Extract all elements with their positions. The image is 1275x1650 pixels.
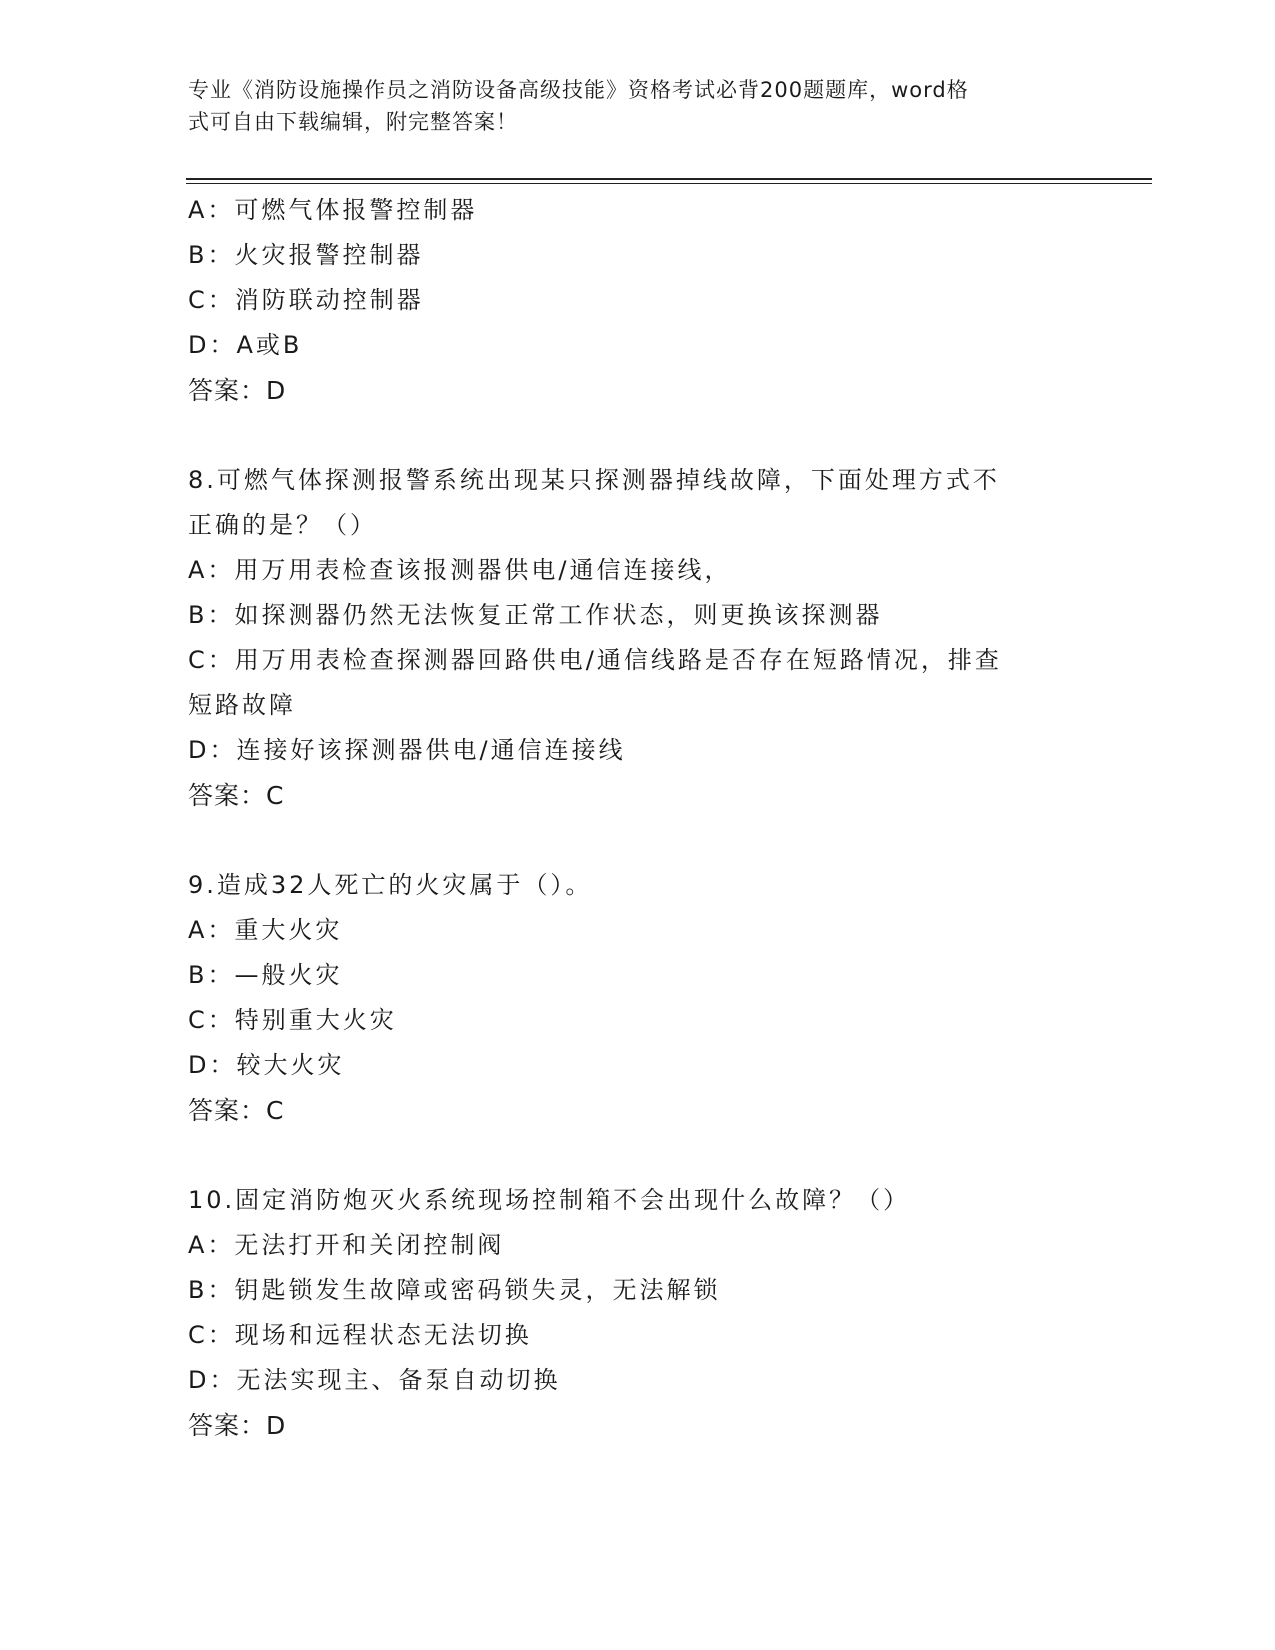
document-header (188, 74, 1068, 138)
option-b: B：钥匙锁发生故障或密码锁失灵，无法解锁 (188, 1276, 721, 1304)
header-line-2: 式可自由下载编辑，附完整答案！ (188, 110, 518, 134)
answer: 答案：C (188, 1096, 285, 1125)
option-d: D：连接好该探测器供电/通信连接线 (188, 736, 626, 764)
header-rule-thin (186, 183, 1152, 184)
question-10 (188, 1178, 1068, 1448)
spacer (188, 818, 1068, 863)
answer: 答案：D (188, 1411, 287, 1440)
option-b: B：如探测器仍然无法恢复正常工作状态，则更换该探测器 (188, 601, 883, 629)
answer: 答案：D (188, 376, 287, 405)
question-7 (188, 188, 1068, 413)
question-8 (188, 458, 1068, 818)
question-list (188, 188, 1068, 1448)
question-9 (188, 863, 1068, 1133)
option-c: C：消防联动控制器 (188, 286, 424, 314)
question-stem-line-1: 8.可燃气体探测报警系统出现某只探测器掉线故障，下面处理方式不 (188, 466, 1000, 494)
option-d: D：A或B (188, 331, 303, 359)
option-c-line-2: 短路故障 (188, 691, 296, 719)
option-b: B：火灾报警控制器 (188, 241, 424, 269)
option-d: D：无法实现主、备泵自动切换 (188, 1366, 561, 1394)
option-c: C：特别重大火灾 (188, 1006, 397, 1034)
option-b: B：—般火灾 (188, 961, 343, 989)
option-a: A：重大火灾 (188, 916, 343, 944)
answer: 答案：C (188, 781, 285, 810)
spacer (188, 1133, 1068, 1178)
question-stem: 9.造成32人死亡的火灾属于（）。 (188, 871, 593, 899)
option-d: D：较大火灾 (188, 1051, 345, 1079)
header-rule-thick (186, 178, 1152, 180)
option-c: C：现场和远程状态无法切换 (188, 1321, 532, 1349)
question-stem-line-2: 正确的是？（） (188, 511, 377, 539)
option-a: A：用万用表检查该报测器供电/通信连接线， (188, 556, 732, 584)
option-a: A：可燃气体报警控制器 (188, 196, 478, 224)
option-a: A：无法打开和关闭控制阀 (188, 1231, 505, 1259)
header-line-1: 专业《消防设施操作员之消防设备高级技能》资格考试必背200题题库，word格 (188, 78, 969, 102)
option-c-line-1: C：用万用表检查探测器回路供电/通信线路是否存在短路情况，排查 (188, 646, 1002, 674)
question-stem: 10.固定消防炮灭火系统现场控制箱不会出现什么故障？（） (188, 1186, 911, 1214)
spacer (188, 413, 1068, 458)
